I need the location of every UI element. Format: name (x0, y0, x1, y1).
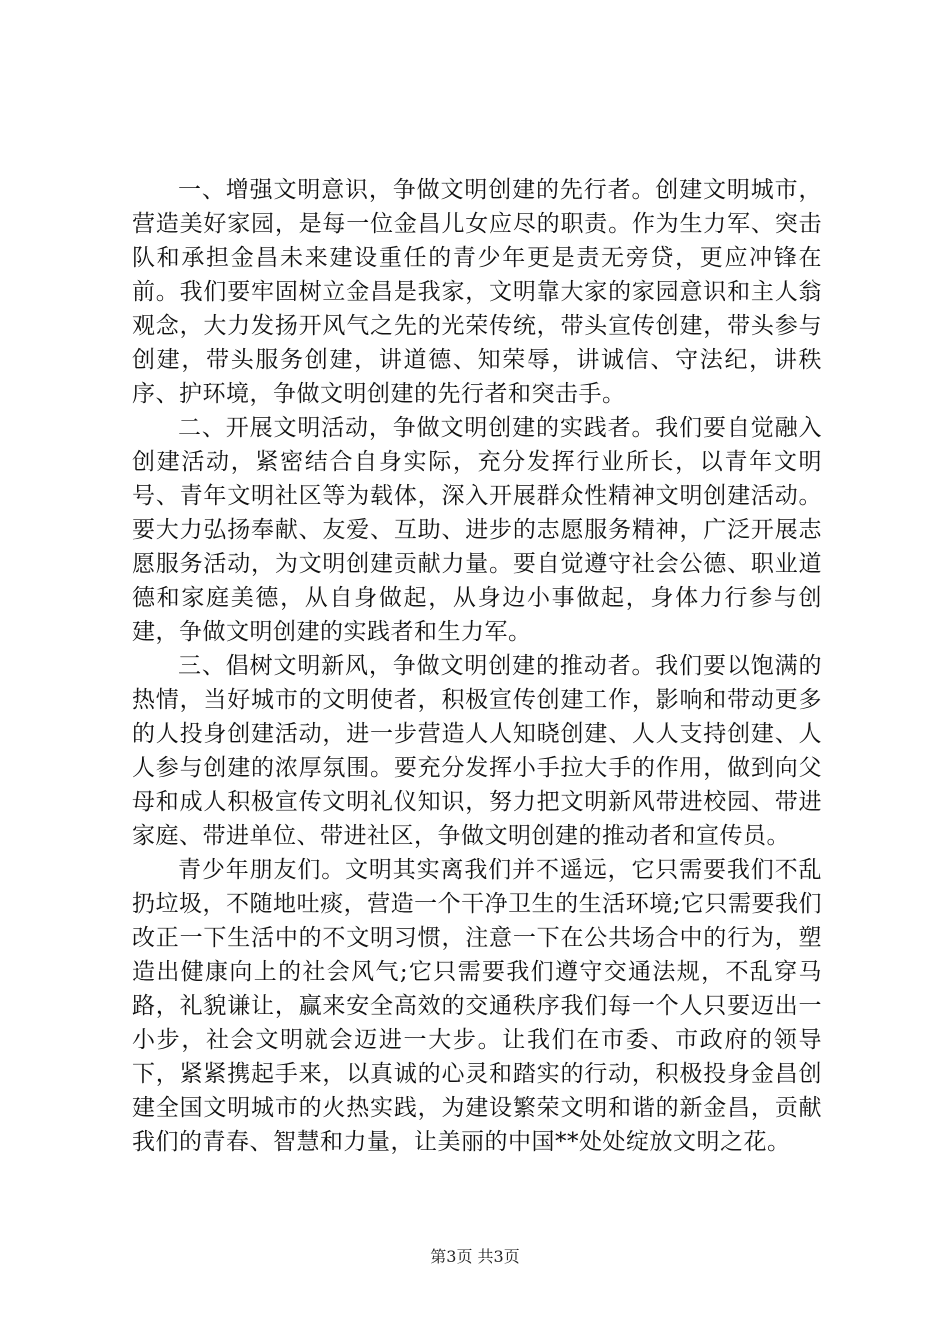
paragraph-1: 一、增强文明意识，争做文明创建的先行者。创建文明城市，营造美好家园，是每一位金昌儿女应尽的职责。作为生力军、突击队和承担金昌未来建设重任的青少年更是责无旁贷，更应冲锋在前。我们要牢固树立金昌是我家，文明靠大家的家园意识和主人翁观念，大力发扬开风气之先的光荣传统，带头宣传创建，带头参与创建，带头服务创建，讲道德、知荣辱，讲诚信、守法纪，讲秩序、护环境，争做文明创建的先行者和突击手。 (132, 177, 822, 407)
document-body (132, 173, 822, 1159)
paragraph-4: 青少年朋友们。文明其实离我们并不遥远，它只需要我们不乱扔垃圾，不随地吐痰，营造一个干净卫生的生活环境;它只需要我们改正一下生活中的不文明习惯，注意一下在公共场合中的行为，塑造出健康向上的社会风气;它只需要我们遵守交通法规，不乱穿马路，礼貌谦让，赢来安全高效的交通秩序我们每一个人只要迈出一小步，社会文明就会迈进一大步。让我们在市委、市政府的领导下，紧紧携起手来，以真诚的心灵和踏实的行动，积极投身金昌创建全国文明城市的火热实践，为建设繁荣文明和谐的新金昌，贡献我们的青春、智慧和力量，让美丽的中国**处处绽放文明之花。 (132, 857, 822, 1155)
page-number-footer: 第3页 共3页 (430, 1247, 520, 1266)
paragraph-3: 三、倡树文明新风，争做文明创建的推动者。我们要以饱满的热情，当好城市的文明使者，积极宣传创建工作，影响和带动更多的人投身创建活动，进一步营造人人知晓创建、人人支持创建、人人参与创建的浓厚氛围。要充分发挥小手拉大手的作用，做到向父母和成人积极宣传文明礼仪知识，努力把文明新风带进校园、带进家庭、带进单位、带进社区，争做文明创建的推动者和宣传员。 (132, 653, 822, 849)
paragraph-2: 二、开展文明活动，争做文明创建的实践者。我们要自觉融入创建活动，紧密结合自身实际，充分发挥行业所长，以青年文明号、青年文明社区等为载体，深入开展群众性精神文明创建活动。要大力弘扬奉献、友爱、互助、进步的志愿服务精神，广泛开展志愿服务活动，为文明创建贡献力量。要自觉遵守社会公德、职业道德和家庭美德，从自身做起，从身边小事做起，身体力行参与创建，争做文明创建的实践者和生力军。 (132, 415, 822, 645)
